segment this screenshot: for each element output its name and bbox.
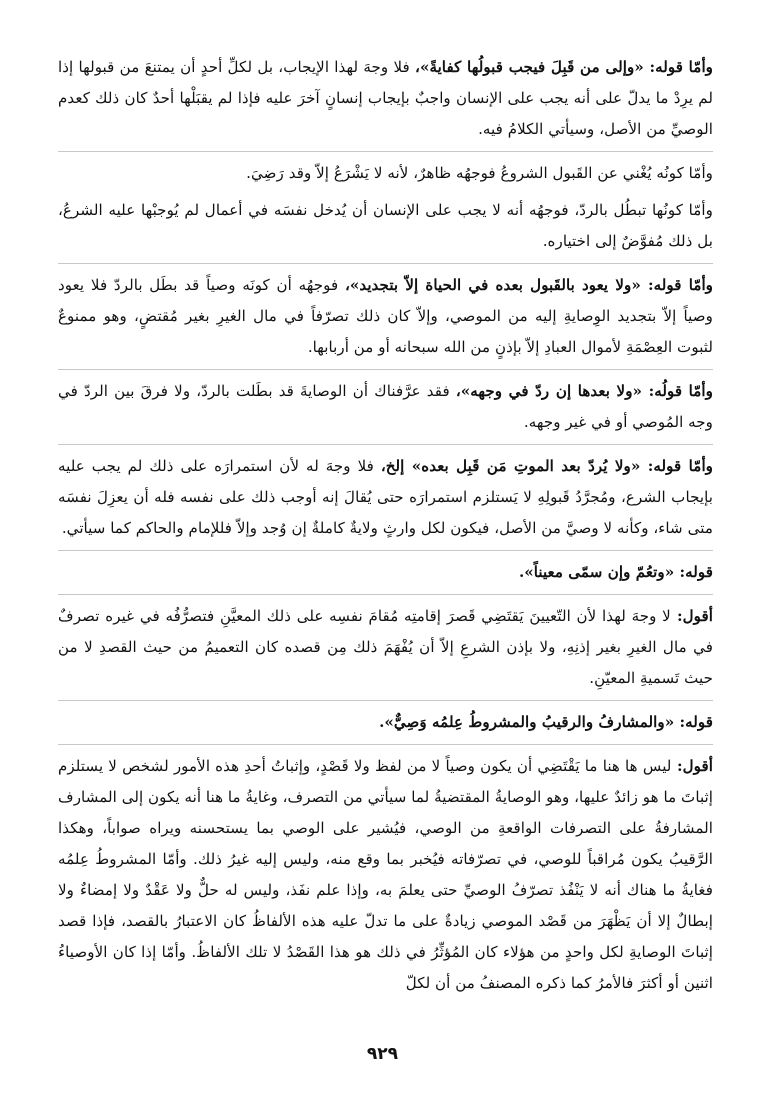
paragraph-3 [58, 195, 713, 257]
paragraph-2-text: وأمّا كونُه يُغْني عن القَبول الشروعُ فوجهُه ظاهرٌ، لأنه لا يَشْرَعُ إلاّ وقد رَضِيَ. [246, 164, 713, 182]
paragraph-2 [58, 158, 713, 189]
paragraph-10-lead: أقول: [671, 757, 713, 775]
paragraph-4-text: فوجهُه أن كونَه وصياً قد بطَل بالردّ فلا يعود وصياً إلاّ بتجديد الوِصايةِ إليه من الموصي، وإلاّ كان ذلك تصرّفاً في مال الغيرِ بغير مُقتضٍ، وهو ممنوعٌ لثبوت العِصْمَةِ لأموال العبادِ إلاّ بإذنٍ من الله سبحانه أو من أربابها. [58, 276, 713, 356]
paragraph-7 [58, 557, 713, 588]
paragraph-6 [58, 451, 713, 544]
separator-line [58, 550, 713, 551]
paragraph-9-quote: «والمشارفُ والرقيبُ والمشروطُ عِلمُه وَصِيٌّ». [379, 713, 675, 731]
paragraph-8 [58, 601, 713, 694]
paragraph-6-quote: «ولا يُردّ بعد الموتِ مَن قَبِل بعده» إلخ، [380, 457, 641, 475]
paragraph-1-text: فلا وجهَ لهذا الإيجاب، بل لكلِّ أحدٍ أن يمتنعَ من قبولها إذا لم يرِدْ ما يدلّ على أنه يجب على الإنسان واجبٌ بإيجاب إنسانٍ آخرَ عليه فإذا لم يقبَلْها أحدٌ كان ذلك كعدم الوصيِّ من الأصل، وسيأتي الكلامُ فيه. [58, 58, 713, 138]
paragraph-4 [58, 270, 713, 363]
paragraph-5-lead: وأمّا قولُه: [642, 382, 713, 400]
paragraph-3-text: وأمّا كونُها تبطُل بالردّ، فوجهُه أنه لا يجب على الإنسان أن يُدخل نفسَه في أعمال لم يُوجبْها عليه الشرعُ، بل ذلك مُفوَّضٌ إلى اختياره. [58, 201, 713, 250]
paragraph-1 [58, 52, 713, 145]
paragraph-7-quote: «وتعُمّ وإن سمّى معيناً». [518, 563, 675, 581]
paragraph-5-quote: «ولا بعدها إن ردّ في وجهه»، [455, 382, 643, 400]
paragraph-8-text: لا وجهَ لهذا لأن التّعيينَ يَقتَضِي قَصرَ إقامتِه مُقامَ نفسِه على ذلك المعيَّنِ فتصرُّفُه في غيره تصرفٌ في مال الغيرِ بغير إذنِهِ، ولا بإذن الشرعِ إلاّ أن يُفْهَمَ ذلك مِن قصده كان التعميمُ من حيث القصدِ لا من حيث تَسميةِ المعيّنِ. [58, 607, 713, 687]
separator-line [58, 444, 713, 445]
page-body [58, 52, 713, 1005]
paragraph-1-lead: وأمّا قوله: [643, 58, 713, 76]
paragraph-9-lead: قوله: [674, 713, 713, 731]
page-number: ٩٢٩ [366, 1044, 399, 1064]
separator-line [58, 151, 713, 152]
paragraph-8-lead: أقول: [670, 607, 713, 625]
separator-line [58, 263, 713, 264]
separator-line [58, 369, 713, 370]
paragraph-7-lead: قوله: [674, 563, 713, 581]
separator-line [58, 700, 713, 701]
separator-line [58, 594, 713, 595]
paragraph-5 [58, 376, 713, 438]
paragraph-10 [58, 751, 713, 999]
separator-line [58, 744, 713, 745]
paragraph-1-quote: «وإلى من قَبِلَ فيجب قبولُها كفايةً»، [415, 58, 644, 76]
paragraph-4-lead: وأمّا قوله: [640, 276, 714, 294]
paragraph-10-text: ليس ها هنا ما يَقْتَضِي أن يكون وصياً لا من لفظ ولا قَصْدٍ، وإثباتُ أحدِ هذه الأمور لشخص لا يستلزم إثباتَ ما هو زائدٌ عليها، وهو الوصايةُ المقتضيةُ لما سيأتي من التصرف، وغايةُ ما هنا أنه يكون إلى المشارف المشارفةُ على التصرفات الواقعةِ من الوصي، فيُشير على الوصي بما يستحسنه ويراه صواباً، وهكذا الرَّقيبُ يكون مُراقباً للوصي، في تصرّفاته فيُخبر بما وقع منه، وليس إليه غيرُ ذلك. وأمّا المشروطُ عِلمُه فغايةُ ما هناك أنه لا يَنْفُذ تصرّفُ الوصيِّ حتى يعلمَ به، وإذا علم نفَذ، وليس له حلٌّ ولا عَقْدٌ ولا إمضاءٌ ولا إبطالٌ إلا أن يَظْهَرَ من قَصْد الموصي زيادةٌ على ما تدلّ عليه هذه الألفاظُ كان الاعتبارُ بالقصد، فإذا قصد إثباتَ الوصايةِ لكل واحدٍ من هؤلاء كان المُؤثِّرُ في ذلك هو هذا القَصْدُ لا تلك الألفاظُ. وأمّا إذا كان الأوصياءُ اثنين أو أكثرَ فالأمرُ كما ذكره المصنفُ من أن لكلّ [57, 757, 713, 992]
paragraph-4-quote: «ولا يعود بالقَبول بعده في الحياة إلاّ بتجديد»، [344, 276, 641, 294]
paragraph-9 [58, 707, 713, 738]
paragraph-6-text: فلا وجهَ له لأن استمرارَه على ذلك لم يجب عليه بإيجاب الشرع، ومُجرَّدُ قَبولِهِ لا يَستلزم استمرارَه حتى يُقالَ إنه أوجب ذلك على نفسه فله أن يعزِلَ نفسَه متى شاء، وكأنه لا وصيَّ من الأصل، فيكون لكل وارثٍ ولايةٌ كاملةٌ إن وُجد وإلاّ فللإمام والحاكم كما سيأتي. [58, 457, 713, 537]
paragraph-5-text: فقد عرَّفناك أن الوصايةَ قد بطَلت بالردّ، ولا فرقَ بين الردّ في وجه المُوصي أو في غير وجهه. [58, 382, 713, 431]
paragraph-6-lead: وأمّا قوله: [640, 457, 713, 475]
